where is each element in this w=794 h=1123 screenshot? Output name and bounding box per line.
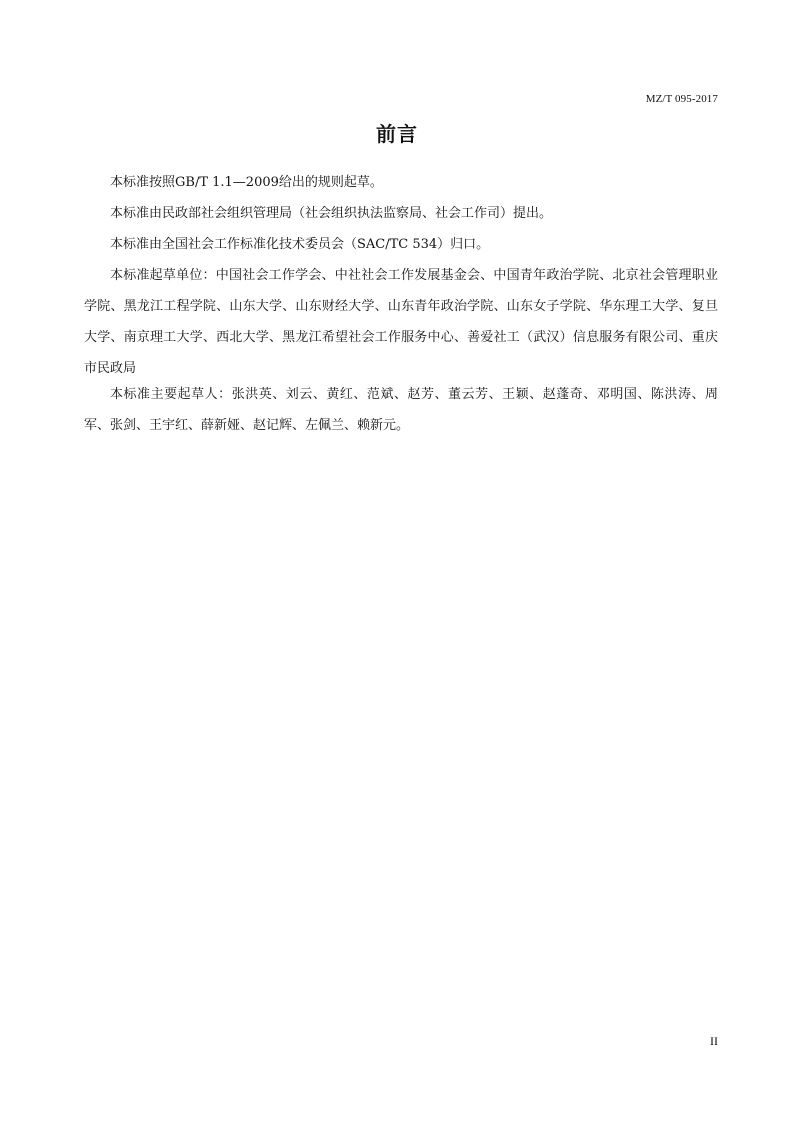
paragraph-drafting-units: 本标准起草单位：中国社会工作学会、中社社会工作发展基金会、中国青年政治学院、北京社会管理职业学院、黑龙江工程学院、山东大学、山东财经大学、山东青年政治学院、山东女子学院、华东理工大学、复旦大学、南京理工大学、西北大学、黑龙江希望社会工作服务中心、善爱社工（武汉）信息服务有限公司、重庆市民政局 [84, 268, 718, 376]
paragraph-proposer: 本标准由民政部社会组织管理局（社会组织执法监察局、社会工作司）提出。 [110, 206, 553, 221]
page-title: 前言 [376, 122, 418, 146]
standard-code: MZ/T 095-2017 [645, 93, 718, 105]
foreword-body [84, 172, 718, 441]
paragraph-drafters: 本标准主要起草人：张洪英、刘云、黄红、范斌、赵芳、董云芳、王颖、赵蓬奇、邓明国、陈洪涛、周军、张剑、王宇红、薛新娅、赵记辉、左佩兰、赖新元。 [84, 387, 718, 433]
page-number: II [710, 1034, 718, 1048]
paragraph-committee: 本标准由全国社会工作标准化技术委员会（SAC/TC 534）归口。 [110, 237, 490, 252]
paragraph-drafting-rules: 本标准按照GB/T 1.1—2009给出的规则起草。 [110, 175, 383, 190]
